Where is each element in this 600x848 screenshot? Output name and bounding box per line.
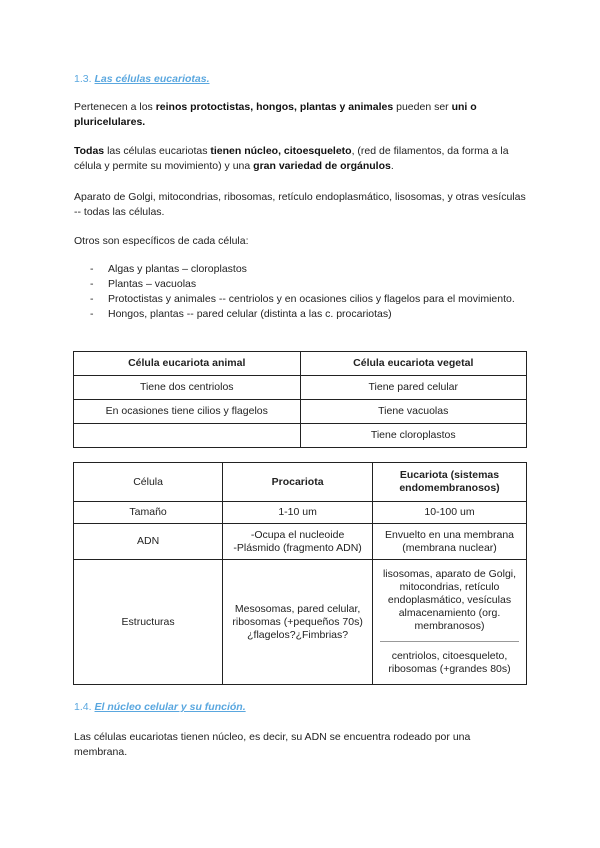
- table-cell: Mesosomas, pared celular, ribosomas (+pequeños 70s) ¿flagelos?¿Fimbrias?: [223, 560, 373, 685]
- section-title-link[interactable]: Las células eucariotas.: [94, 73, 210, 85]
- cell-line: -Plásmido (fragmento ADN): [233, 541, 362, 554]
- cell-line: -Ocupa el nucleoide: [250, 528, 345, 541]
- paragraph-kingdoms: [74, 100, 526, 130]
- table-header: Eucariota (sistemas endomembranosos): [373, 463, 527, 502]
- table-cell: Tiene cloroplastos: [300, 424, 527, 448]
- list-item: - Hongos, plantas -- pared celular (distinta a las c. procariotas): [90, 308, 392, 320]
- section-heading-1-3: [74, 73, 210, 85]
- section-title-link[interactable]: El núcleo celular y su función.: [94, 701, 246, 713]
- text-run: .: [390, 160, 394, 172]
- list-item: - Plantas – vacuolas: [90, 278, 197, 290]
- table-header-row: [74, 463, 527, 502]
- table-header: Célula eucariota animal: [74, 352, 301, 376]
- table-cell: ADN: [74, 524, 223, 560]
- section-number: 1.3.: [74, 73, 92, 85]
- text-run: pueden ser: [393, 101, 452, 113]
- table-header: Procariota: [223, 463, 373, 502]
- table-row: [74, 376, 527, 400]
- table-cell: Tiene pared celular: [300, 376, 527, 400]
- table-row: [74, 560, 527, 685]
- paragraph-specific: Otros son específicos de cada célula:: [74, 235, 249, 247]
- table-cell: Envuelto en una membrana (membrana nuclear): [373, 524, 527, 560]
- table-cell: 1-10 um: [223, 502, 373, 524]
- text-run: Pertenecen a los: [74, 101, 156, 113]
- table-cell: En ocasiones tiene cilios y flagelos: [74, 400, 301, 424]
- table-row: [74, 400, 527, 424]
- bullet-list: [74, 262, 526, 322]
- bold-run: reinos protoctistas, hongos, plantas y animales: [155, 101, 394, 113]
- table-prokaryote-vs-eukaryote: [73, 462, 527, 685]
- table-cell: Estructuras: [74, 560, 223, 685]
- table-row: [74, 502, 527, 524]
- bold-run: uni o pluricelulares.: [74, 101, 477, 128]
- table-cell: Tamaño: [74, 502, 223, 524]
- cell-block-membranous: lisosomas, aparato de Golgi, mitocondrias, retículo endoplasmático, vesículas almacenamiento (org. membranosos): [382, 568, 517, 632]
- table-cell: [373, 560, 527, 685]
- section-number: 1.4.: [74, 701, 92, 713]
- table-header-row: [74, 352, 527, 376]
- table-header: Célula: [74, 463, 223, 502]
- table-animal-vs-plant: [73, 351, 527, 448]
- paragraph-all-cells: [74, 144, 526, 174]
- list-item: - Protoctistas y animales -- centriolos y en ocasiones cilios y flagelos para el movimiento.: [90, 293, 515, 305]
- text-run: las células eucariotas: [104, 145, 211, 157]
- bold-run: tienen núcleo, citoesqueleto: [210, 145, 352, 157]
- list-item: - Algas y plantas – cloroplastos: [90, 263, 247, 275]
- table-cell: Tiene dos centriolos: [74, 376, 301, 400]
- cell-block-non-membranous: centriolos, citoesqueleto, ribosomas (+grandes 80s): [388, 650, 511, 675]
- table-row: [74, 524, 527, 560]
- bold-run: Todas: [74, 145, 105, 157]
- bold-run: gran variedad de orgánulos: [253, 160, 391, 172]
- table-cell: [74, 424, 301, 448]
- table-cell: [223, 524, 373, 560]
- text-run: , (red de filamentos, da forma a la célula y permite su movimiento) y una: [74, 145, 509, 172]
- paragraph-nucleus: Las células eucariotas tienen núcleo, es decir, su ADN se encuentra rodeado por una membrana.: [74, 731, 471, 758]
- table-cell: Tiene vacuolas: [300, 400, 527, 424]
- table-header: Célula eucariota vegetal: [300, 352, 527, 376]
- table-row: [74, 424, 527, 448]
- cell-divider: [380, 641, 519, 642]
- table-cell: 10-100 um: [373, 502, 527, 524]
- section-heading-1-4: [74, 701, 246, 713]
- paragraph-organelles: Aparato de Golgi, mitocondrias, ribosomas, retículo endoplasmático, lisosomas, y otras vesículas -- todas las células.: [74, 191, 526, 218]
